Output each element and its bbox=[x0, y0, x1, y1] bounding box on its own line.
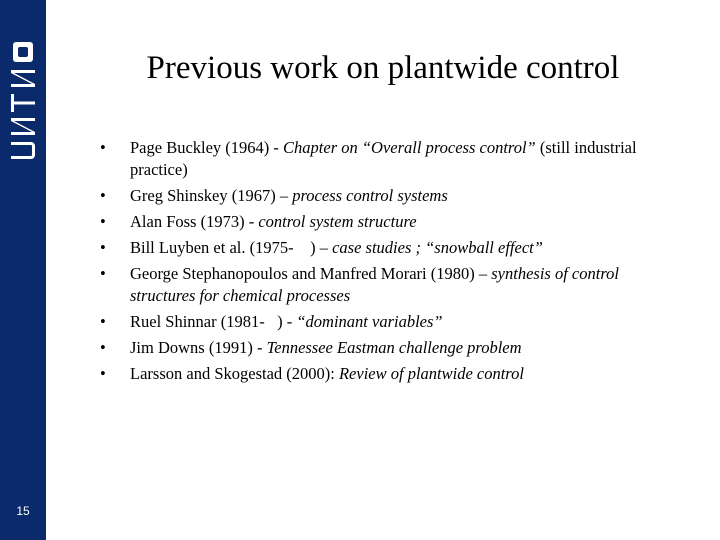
bullet-list bbox=[100, 137, 660, 389]
list-item bbox=[100, 237, 660, 259]
item-italic-text: synthesis of control structures for chemical processes bbox=[130, 264, 619, 305]
item-italic-text: Tennessee Eastman challenge problem bbox=[266, 338, 522, 357]
item-italic-text: process control systems bbox=[292, 186, 448, 205]
bullet-icon: • bbox=[100, 238, 106, 257]
bullet-icon: • bbox=[100, 186, 106, 205]
item-italic-text: Review of plantwide control bbox=[338, 364, 524, 383]
slide-number: 15 bbox=[16, 504, 30, 518]
item-italic-text: “dominant variables” bbox=[296, 312, 443, 331]
item-text: Page Buckley (1964) - bbox=[130, 138, 284, 157]
item-text: Alan Foss (1973) - bbox=[130, 212, 259, 231]
slide-title: Previous work on plantwide control bbox=[146, 50, 620, 86]
bullet-icon: • bbox=[100, 264, 106, 283]
item-text: George Stephanopoulos and Manfred Morari (1980) – bbox=[130, 264, 492, 283]
item-text: Ruel Shinnar (1981- ) - bbox=[130, 312, 297, 331]
bullet-icon: • bbox=[100, 212, 106, 231]
item-italic-text: case studies ; “snowball effect” bbox=[332, 238, 543, 257]
list-item bbox=[100, 363, 660, 385]
list-item bbox=[100, 137, 660, 181]
list-item bbox=[100, 263, 660, 307]
list-item bbox=[100, 211, 660, 233]
item-text-suffix: (still industrial practice) bbox=[130, 138, 637, 179]
item-text: Greg Shinskey (1967) – bbox=[130, 186, 293, 205]
list-item bbox=[100, 185, 660, 207]
item-text: Bill Luyben et al. (1975- ) – bbox=[130, 238, 333, 257]
bullet-icon: • bbox=[100, 364, 106, 383]
item-text: Larsson and Skogestad (2000): bbox=[130, 364, 339, 383]
bullet-icon: • bbox=[100, 338, 106, 357]
bullet-icon: • bbox=[100, 312, 106, 331]
ntnu-logo bbox=[8, 40, 38, 170]
list-item bbox=[100, 311, 660, 333]
item-italic-text: Chapter on “Overall process control” bbox=[283, 138, 536, 157]
item-text: Jim Downs (1991) - bbox=[130, 338, 267, 357]
list-item bbox=[100, 337, 660, 359]
bullet-icon: • bbox=[100, 138, 106, 157]
sidebar bbox=[0, 0, 46, 540]
item-italic-text: control system structure bbox=[258, 212, 417, 231]
